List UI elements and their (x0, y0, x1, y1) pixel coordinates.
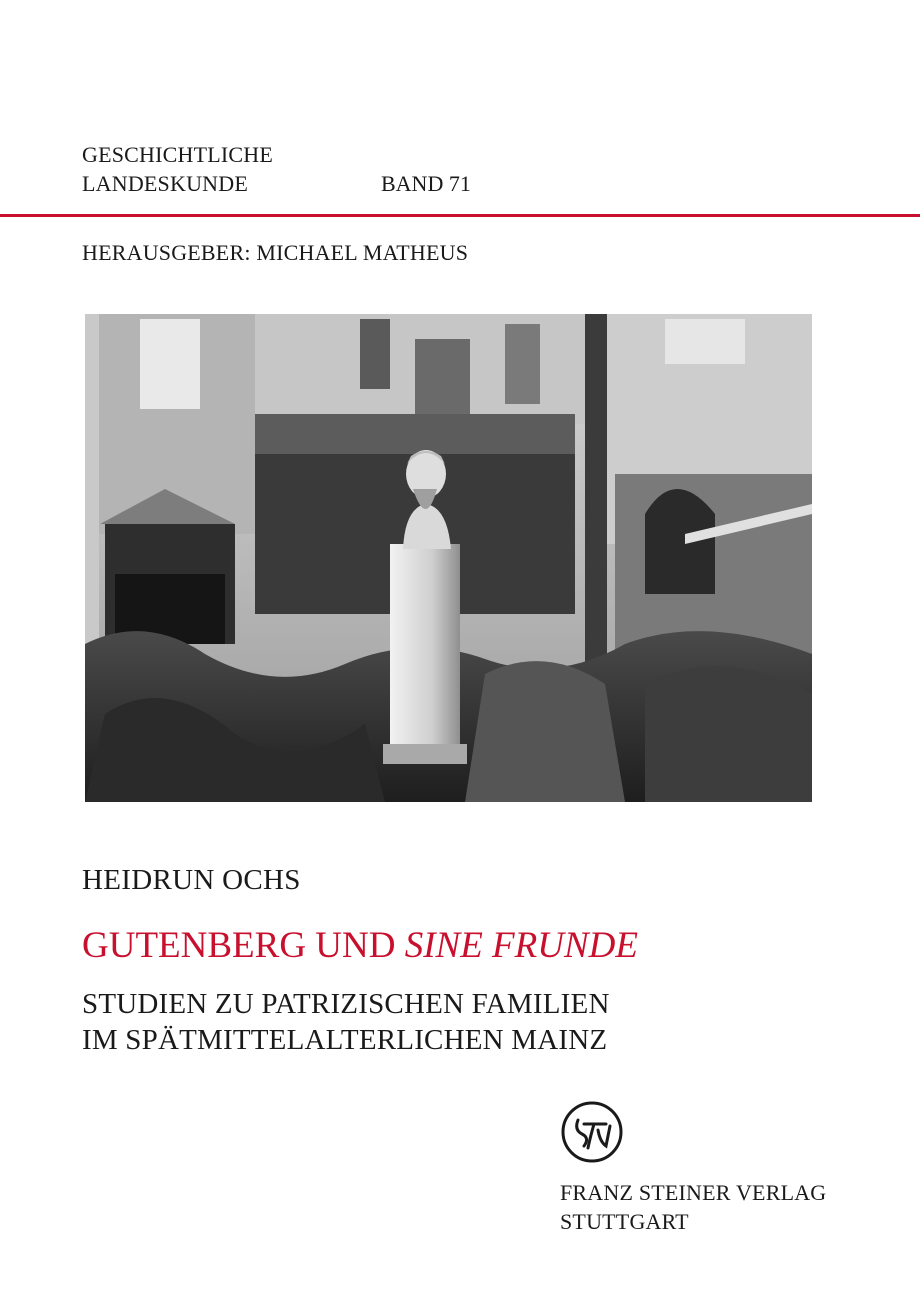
cover-photo (85, 314, 812, 802)
publisher-monogram-icon (560, 1100, 624, 1164)
series-volume: BAND 71 (381, 171, 471, 196)
series-name-line-2: LANDESKUNDE (82, 171, 248, 196)
series-name (82, 140, 273, 198)
book-subtitle (82, 986, 610, 1058)
publisher (560, 1178, 826, 1236)
red-divider-rule (0, 214, 920, 217)
subtitle-line-2: IM SPÄTMITTELALTERLICHEN MAINZ (82, 1024, 608, 1056)
series-name-line-1: GESCHICHTLICHE (82, 142, 274, 167)
publisher-name: FRANZ STEINER VERLAG (560, 1180, 827, 1205)
subtitle-line-1: STUDIEN ZU PATRIZISCHEN FAMILIEN (82, 988, 610, 1020)
publisher-city: STUTTGART (560, 1209, 689, 1234)
book-title (82, 924, 638, 968)
title-regular: GUTENBERG UND (82, 925, 405, 966)
editor-line: HERAUSGEBER: MICHAEL MATHEUS (82, 240, 469, 265)
monument-pedestal (390, 544, 460, 754)
title-italic: SINE FRUNDE (404, 925, 638, 966)
author-name: HEIDRUN OCHS (82, 864, 301, 896)
ruins-photo-illustration (85, 314, 812, 802)
